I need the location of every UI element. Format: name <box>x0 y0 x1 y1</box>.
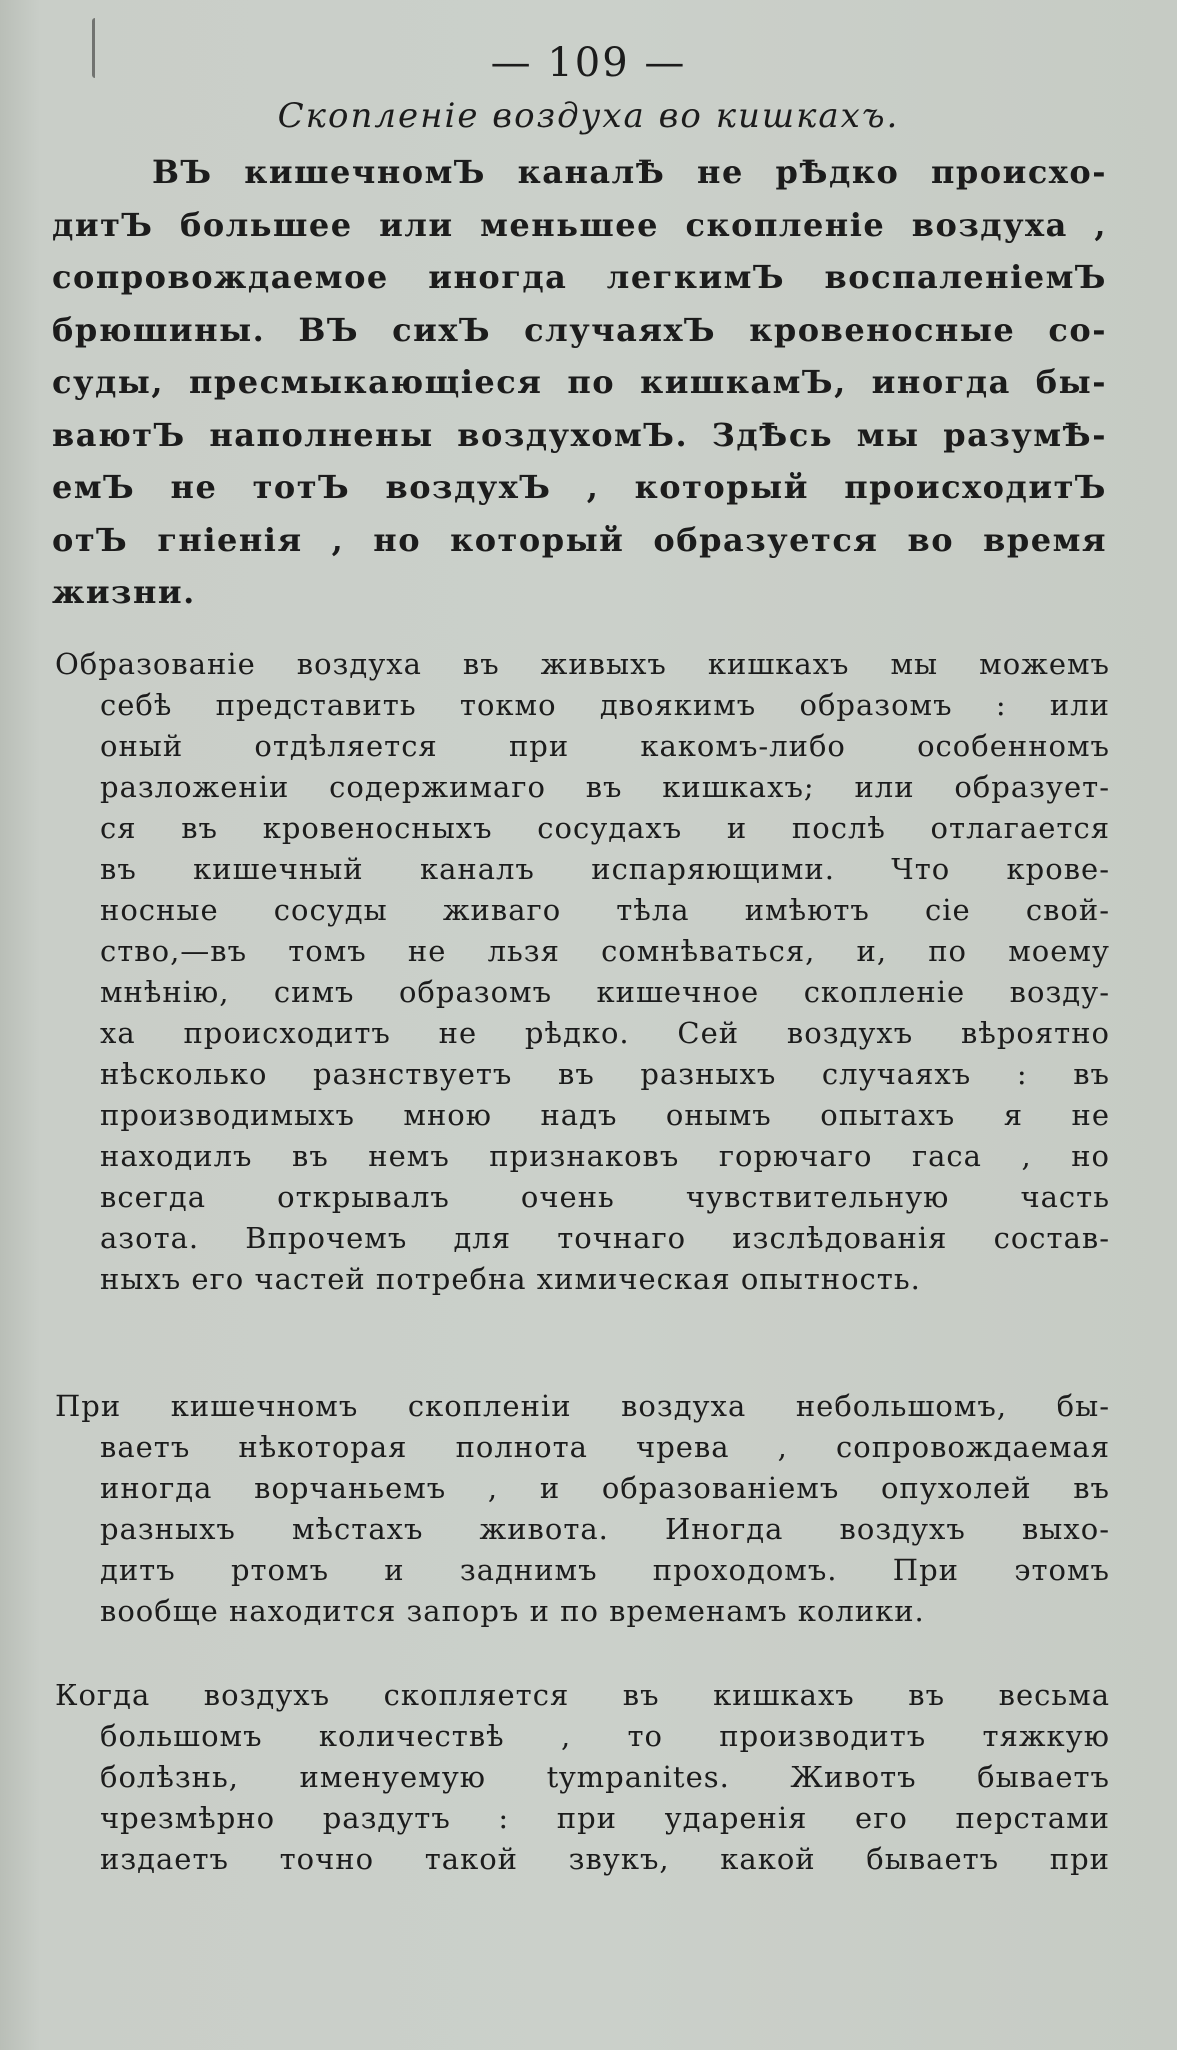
intro-paragraph <box>52 146 1107 619</box>
paragraph-line: ныхъ его частей потребна химическая опытность. <box>100 1262 921 1296</box>
paragraph-line: вообще находится запоръ и по временамъ колики. <box>100 1594 925 1628</box>
intro-line: ВЪ кишечномЪ каналѢ не рѢдко происхо- <box>152 153 1107 191</box>
paragraph-small-accumulation <box>55 1386 1110 1632</box>
intro-line: емЪ не тотЪ воздухЪ , который происходитЪ <box>52 468 1107 506</box>
page-number: — 109 — <box>490 40 687 86</box>
intro-line: ваютЪ наполнены воздухомЪ. ЗдѢсь мы разумѢ- <box>52 415 1107 454</box>
paragraph-line: дитъ ртомъ и заднимъ проходомъ. При этомъ <box>100 1553 1110 1587</box>
paragraph-line: ся въ кровеносныхъ сосудахъ и послѣ отлагается <box>100 811 1110 845</box>
paragraph-line: большомъ количествѣ , то производитъ тяжкую <box>100 1719 1110 1753</box>
paragraph-line: издаетъ точно такой звукъ, какой бываетъ при <box>100 1842 1110 1876</box>
paragraph-line: разныхъ мѣстахъ живота. Иногда воздухъ выхо- <box>100 1512 1110 1546</box>
paragraph-line: ство,—въ томъ не льзя сомнѣваться, и, по моему <box>100 934 1110 968</box>
paragraph-line: чрезмѣрно раздутъ : при ударенія его перстами <box>100 1801 1110 1835</box>
paragraph-line: ваетъ нѣкоторая полнота чрева , сопровождаемая <box>100 1430 1110 1464</box>
intro-line: жизни. <box>52 573 196 611</box>
paragraph-line: оный отдѣляется при какомъ-либо особенномъ <box>100 729 1110 763</box>
section-title: Скопленіе воздуха во кишкахъ. <box>277 96 900 136</box>
intro-line: дитЪ большее или меньшее скопленіе воздуха , <box>52 205 1107 244</box>
paragraph-line: азота. Впрочемъ для точнаго изслѣдованія состав- <box>100 1221 1110 1255</box>
paragraph-line: Образованіе воздуха въ живыхъ кишкахъ мы можемъ <box>55 647 1110 681</box>
intro-line: брюшины. ВЪ сихЪ случаяхЪ кровеносные со- <box>52 310 1107 349</box>
paragraph-line: всегда открывалъ очень чувствительную часть <box>100 1180 1110 1214</box>
paragraph-line: въ кишечный каналъ испаряющими. Что крове- <box>100 852 1110 886</box>
paragraph-line: ха происходитъ не рѣдко. Сей воздухъ вѣроятно <box>100 1016 1110 1050</box>
paragraph-line: иногда ворчаньемъ , и образованіемъ опухолей въ <box>100 1471 1110 1505</box>
paragraph-line: болѣзнь, именуемую tympanites. Животъ бываетъ <box>100 1760 1110 1794</box>
paragraph-line: Когда воздухъ скопляется въ кишкахъ въ весьма <box>55 1678 1110 1712</box>
paragraph-line: разложеніи содержимаго въ кишкахъ; или образует- <box>100 770 1110 804</box>
paragraph-formation <box>55 644 1110 1300</box>
paragraph-line: находилъ въ немъ признаковъ горючаго гаса , но <box>100 1139 1110 1173</box>
paragraph-line: мнѣнію, симъ образомъ кишечное скопленіе возду- <box>100 975 1110 1009</box>
intro-line: отЪ гніенія , но который образуется во время <box>52 520 1107 559</box>
intro-line: суды, пресмыкающіеся по кишкамЪ, иногда бы- <box>52 363 1107 401</box>
paragraph-large-accumulation <box>55 1675 1110 1880</box>
paragraph-line: себѣ представить токмо двоякимъ образомъ : или <box>100 688 1110 722</box>
paragraph-line: При кишечномъ скопленіи воздуха небольшомъ, бы- <box>55 1389 1110 1423</box>
paragraph-line: нѣсколько разнствуетъ въ разныхъ случаяхъ : въ <box>100 1057 1110 1091</box>
intro-line: сопровождаемое иногда легкимЪ воспаленіемЪ <box>52 258 1107 296</box>
paragraph-line: носные сосуды живаго тѣла имѣютъ сіе свой- <box>100 893 1110 927</box>
paragraph-line: производимыхъ мною надъ онымъ опытахъ я не <box>100 1098 1110 1132</box>
